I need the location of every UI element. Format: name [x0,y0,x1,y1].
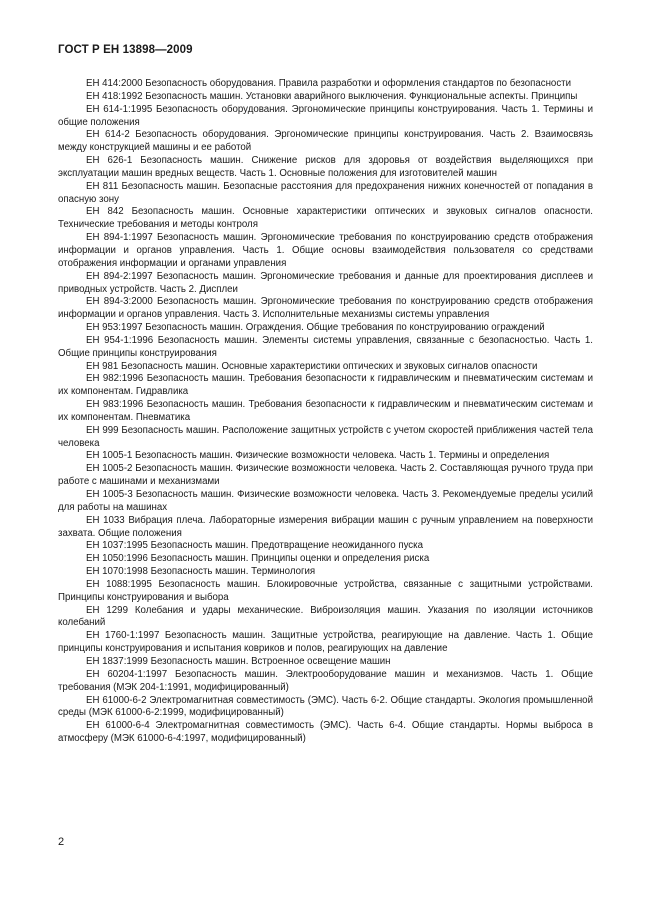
reference-entry: ЕН 60204-1:1997 Безопасность машин. Электрооборудование машин и механизмов. Часть 1. Общие требования (МЭК 204-1:1991, модифицированный) [58,668,593,693]
reference-entry: ЕН 894-2:1997 Безопасность машин. Эргономические требования и данные для проектирования дисплеев и приводных устройств. Часть 2. Дисплеи [58,270,593,295]
reference-entry: ЕН 811 Безопасность машин. Безопасные расстояния для предохранения нижних конечностей от попадания в опасную зону [58,180,593,205]
reference-entry: ЕН 894-3:2000 Безопасность машин. Эргономические требования по конструированию средств отображения информации и органов управления. Часть 3. Исполнительные механизмы системы управления [58,296,593,321]
reference-entry: ЕН 954-1:1996 Безопасность машин. Элементы системы управления, связанные с безопасностью. Часть 1. Общие принципы конструирования [58,334,593,359]
reference-entry: ЕН 418:1992 Безопасность машин. Установки аварийного выключения. Функциональные аспекты. Принципы [86,90,578,102]
normative-references-list [58,78,593,746]
reference-entry: ЕН 614-2 Безопасность оборудования. Эргономические принципы конструирования. Часть 2. Взаимосвязь между конструкцией машины и ее работой [58,129,593,154]
reference-entry: ЕН 999 Безопасность машин. Расположение защитных устройств с учетом скоростей приближения частей тела человека [58,424,593,449]
reference-entry: ЕН 983:1996 Безопасность машин. Требования безопасности к гидравлическим и пневматическим системам и их компонентам. Пневматика [58,399,593,423]
reference-entry: ЕН 1005-2 Безопасность машин. Физические возможности человека. Часть 2. Составляющая ручного труда при работе с машинами и механизмами [58,463,593,488]
reference-entry: ЕН 1299 Колебания и удары механические. Виброизоляция машин. Указания по изоляции источников колебаний [58,604,593,629]
reference-entry: ЕН 842 Безопасность машин. Основные характеристики оптических и звуковых сигналов опасности. Технические требования и методы контроля [58,206,593,231]
reference-entry: ЕН 1037:1995 Безопасность машин. Предотвращение неожиданного пуска [86,540,423,552]
reference-entry: ЕН 1088:1995 Безопасность машин. Блокировочные устройства, связанные с защитными устройствами. Принципы конструирования и выбора [58,578,593,603]
reference-entry: ЕН 1005-3 Безопасность машин. Физические возможности человека. Часть 3. Рекомендуемые пределы усилий для работы на машинах [58,489,593,513]
reference-entry: ЕН 1070:1998 Безопасность машин. Терминология [86,566,316,578]
reference-entry: ЕН 1837:1999 Безопасность машин. Встроенное освещение машин [86,655,391,667]
reference-entry: ЕН 981 Безопасность машин. Основные характеристики оптических и звуковых сигналов опасности [86,360,538,372]
reference-entry: ЕН 1033 Вибрация плеча. Лабораторные измерения вибрации машин с ручным управлением на поверхности захвата. Общие положения [58,514,593,539]
reference-entry: ЕН 61000-6-2 Электромагнитная совместимость (ЭМС). Часть 6-2. Общие стандарты. Экология промышленной среды (МЭК 61000-6-2:1999, модифицированный) [58,694,593,719]
reference-entry: ЕН 614-1:1995 Безопасность оборудования. Эргономические принципы конструирования. Часть 1. Термины и общие положения [58,103,593,128]
page-header-standard-number: ГОСТ Р ЕН 13898—2009 [58,44,193,56]
reference-entry: ЕН 1005-1 Безопасность машин. Физические возможности человека. Часть 1. Термины и определения [86,450,550,462]
reference-entry: ЕН 982:1996 Безопасность машин. Требования безопасности к гидравлическим и пневматическим системам и их компонентам. Гидравлика [58,373,593,398]
reference-entry: ЕН 626-1 Безопасность машин. Снижение рисков для здоровья от воздействия выделяющихся при эксплуатации машин вредных веществ. Часть 1. Основные положения для изготовителей машин [58,155,593,179]
reference-entry: ЕН 953:1997 Безопасность машин. Ограждения. Общие требования по конструированию ограждений [86,322,545,334]
reference-entry: ЕН 61000-6-4 Электромагнитная совместимость (ЭМС). Часть 6-4. Общие стандарты. Нормы выброса в атмосферу (МЭК 61000-6-4:1997, модифицированный) [58,720,593,745]
reference-entry: ЕН 1760-1:1997 Безопасность машин. Защитные устройства, реагирующие на давление. Часть 1. Общие принципы конструирования и испытания ковриков и полов, реагирующих на давление [58,630,593,655]
reference-entry: ЕН 894-1:1997 Безопасность машин. Эргономические требования по конструированию средств отображения информации и органов управления. Часть 1. Общие основы взаимодействия пользователя со средствами отображения информации и органами управления [58,232,593,269]
reference-entry: ЕН 414:2000 Безопасность оборудования. Правила разработки и оформления стандартов по безопасности [86,78,572,89]
reference-entry: ЕН 1050:1996 Безопасность машин. Принципы оценки и определения риска [86,553,430,565]
page-number: 2 [58,836,65,848]
